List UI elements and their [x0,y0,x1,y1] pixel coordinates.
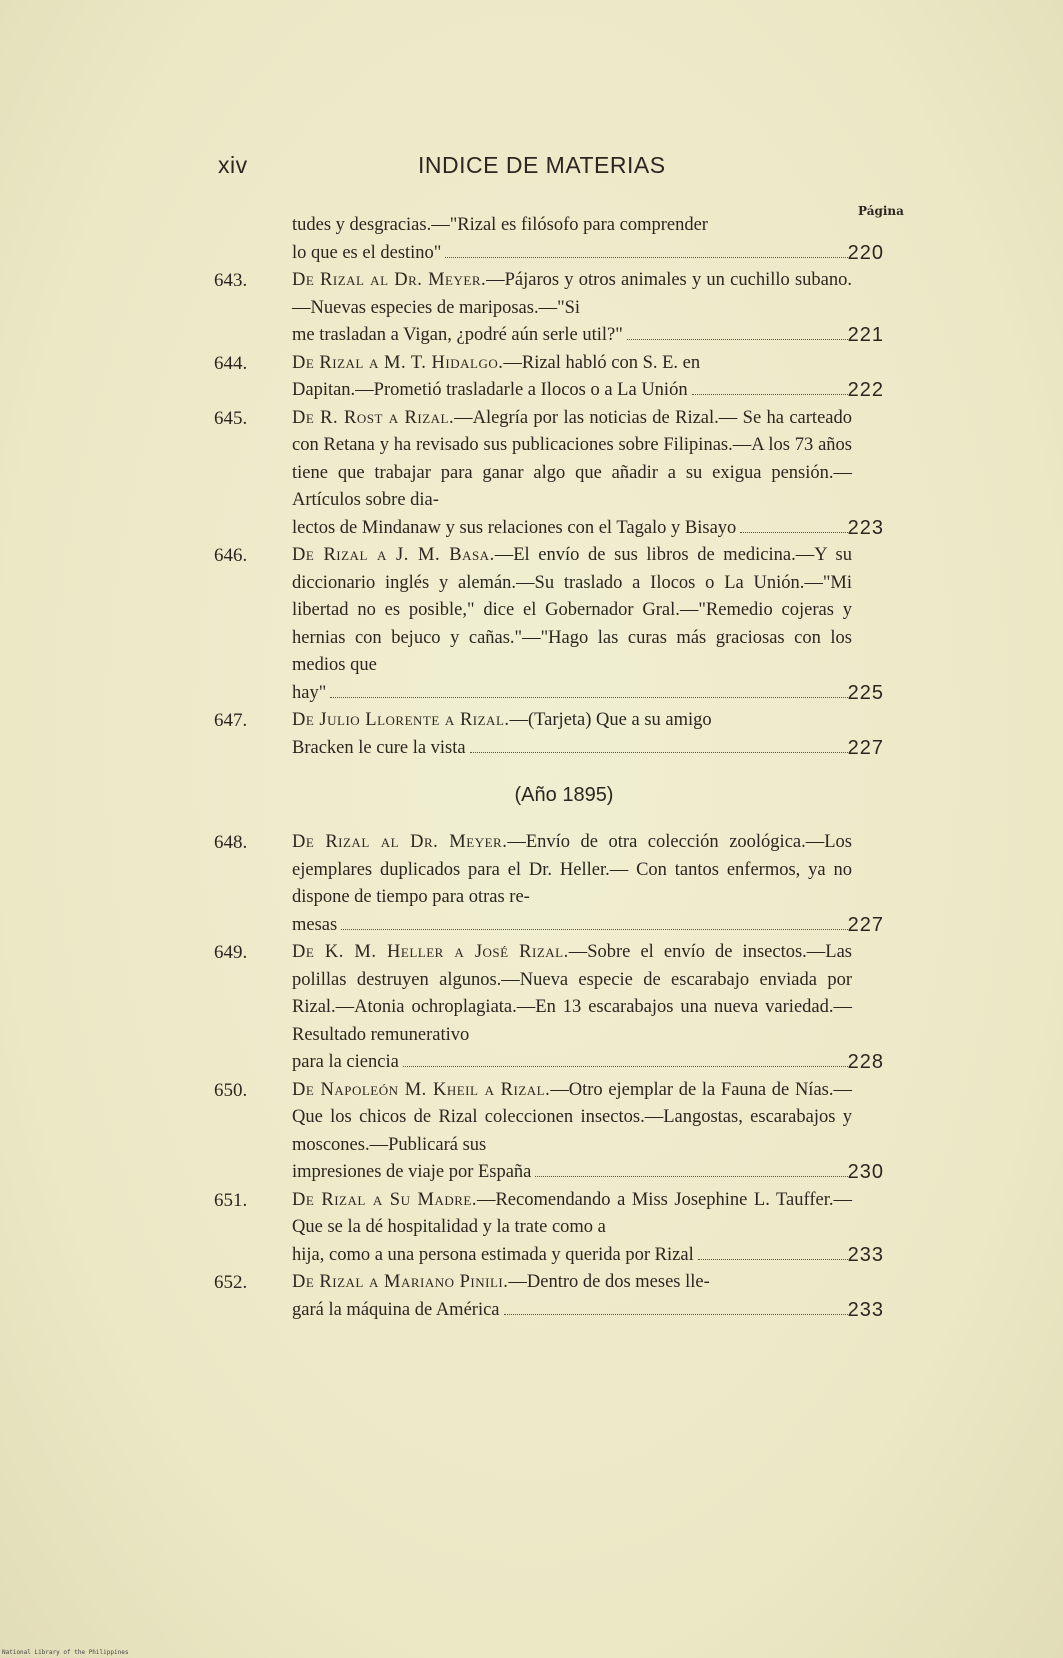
toc-entry-644 [214,350,914,405]
toc-entry-652 [214,1269,914,1324]
toc-entry-648 [214,829,914,939]
entry-body: —Alegría por las noticias de Rizal.— Se ha carteado con Retana y ha revisado sus publicaciones sobre Filipinas.—A los 73 años tiene que trabajar para ganar algo que añadir a su exigua pensión.—Artículos sobre dia- [292,407,852,510]
entry-last-line: lectos de Mindanaw y sus relaciones con el Tagalo y Bisayo [292,517,737,538]
entry-number: 648. [214,832,248,853]
table-of-contents [214,212,914,1324]
page-folio: xiv [218,152,248,178]
entry-heading: De Rizal a J. M. Basa. [292,545,495,565]
entry-body: —Dentro de dos meses lle- [508,1272,710,1292]
toc-entry-651 [214,1187,914,1270]
entry-last-line: lo que es el destino" [292,242,442,263]
entry-page-number: 230 [847,1161,884,1183]
page-title: INDICE DE MATERIAS [418,152,666,178]
entry-page-number: 225 [847,681,884,704]
entry-number: 647. [214,710,248,731]
scan-credit: National Library of the Philippines [2,1649,129,1656]
toc-entry-647 [214,707,914,762]
entry-heading: De Napoleón M. Kheil a Rizal. [292,1079,551,1100]
toc-entry-646 [214,542,914,707]
entry-number: 650. [214,1079,248,1101]
entry-page-number: 233 [847,1243,884,1266]
entry-page-number: 227 [847,913,884,936]
entry-body: —El envío de sus libros de medicina.—Y su diccionario inglés y alemán.—Su traslado a Ilocos o La Unión.—"Mi libertad no es posible," dice el Gobernador Gral.—"Remedio cojeras y hernias con bejuco y cañas."—"Hago las curas más graciosas con los medios que [292,545,852,675]
entry-last-line: Bracken le cure la vista [292,737,466,758]
entry-heading: De Rizal a Su Madre. [292,1189,477,1210]
entry-page-number: 223 [847,516,884,539]
entry-heading: De Rizal a M. T. Hidalgo. [292,352,504,373]
entry-body: —Otro ejemplar de la Fauna de Nías.—Que los chicos de Rizal coleccionen insectos.—Langostas, escarabajos y moscones.—Publicará sus [292,1079,852,1155]
entry-heading: De Rizal al Dr. Meyer. [292,270,487,290]
entry-body: —Recomendando a Miss Josephine L. Tauffer.—Que se la dé hospitalidad y la trate como a [292,1189,852,1237]
entry-page-number: 221 [847,324,884,346]
entry-number: 651. [214,1189,248,1211]
entry-number: 652. [214,1272,248,1293]
entry-number: 646. [214,545,248,566]
page-header [218,152,858,188]
entry-page-number: 228 [847,1051,884,1073]
entry-last-line: para la ciencia [292,1052,399,1072]
entry-number: 644. [214,352,248,374]
entry-body: —Envío de otra colección zoológica.—Los ejemplares duplicados para el Dr. Heller.— Con tantos enfermos, ya no dispone de tiempo para otras re- [292,832,852,907]
entry-body: —Sobre el envío de insectos.—Las polillas destruyen algunos.—Nueva especie de escarabajo enviada por Rizal.—Atonia ochroplagiata.—En 13 escarabajos una nueva variedad.—Resultado remunerativo [292,942,852,1045]
entry-last-line: hay" [292,682,327,703]
entry-last-line: mesas [292,914,338,935]
entry-body: tudes y desgracias.—"Rizal es filósofo para comprender [292,215,708,235]
entry-heading: De R. Rost a Rizal. [292,407,455,428]
section-year-heading: (Año 1895) [514,784,614,806]
entry-last-line: impresiones de viaje por España [292,1162,532,1182]
toc-entry-645 [214,405,914,543]
entry-heading: De Rizal a Mariano Pinili. [292,1272,509,1292]
entry-last-line: gará la máquina de América [292,1299,500,1320]
entry-number: 649. [214,942,248,963]
entry-page-number: 227 [847,736,884,759]
entry-heading: De K. M. Heller a José Rizal. [292,942,569,962]
toc-entry-649 [214,939,914,1077]
entry-page-number: 222 [847,379,884,401]
toc-entry-643 [214,267,914,350]
entry-last-line: Dapitan.—Prometió trasladarle a Ilocos o a La Unión [292,380,688,400]
entry-body: —(Tarjeta) Que a su amigo [509,710,712,730]
entry-last-line: hija, como a una persona estimada y querida por Rizal [292,1244,694,1265]
entry-number: 643. [214,270,248,291]
entry-heading: De Rizal al Dr. Meyer. [292,832,508,852]
toc-entry-continuation [214,212,914,267]
toc-entry-650 [214,1077,914,1187]
entry-body: —Pájaros y otros animales y un cuchillo subano.—Nuevas especies de mariposas.—"Si [292,270,852,318]
entry-last-line: me trasladan a Vigan, ¿podré aún serle util?" [292,325,623,345]
entry-heading: De Julio Llorente a Rizal. [292,710,510,730]
entry-page-number: 233 [847,1298,884,1321]
entry-page-number: 220 [847,241,884,264]
entry-number: 645. [214,407,248,429]
entry-body: —Rizal habló con S. E. en [503,352,701,373]
column-label-pagina: Página [858,204,904,218]
